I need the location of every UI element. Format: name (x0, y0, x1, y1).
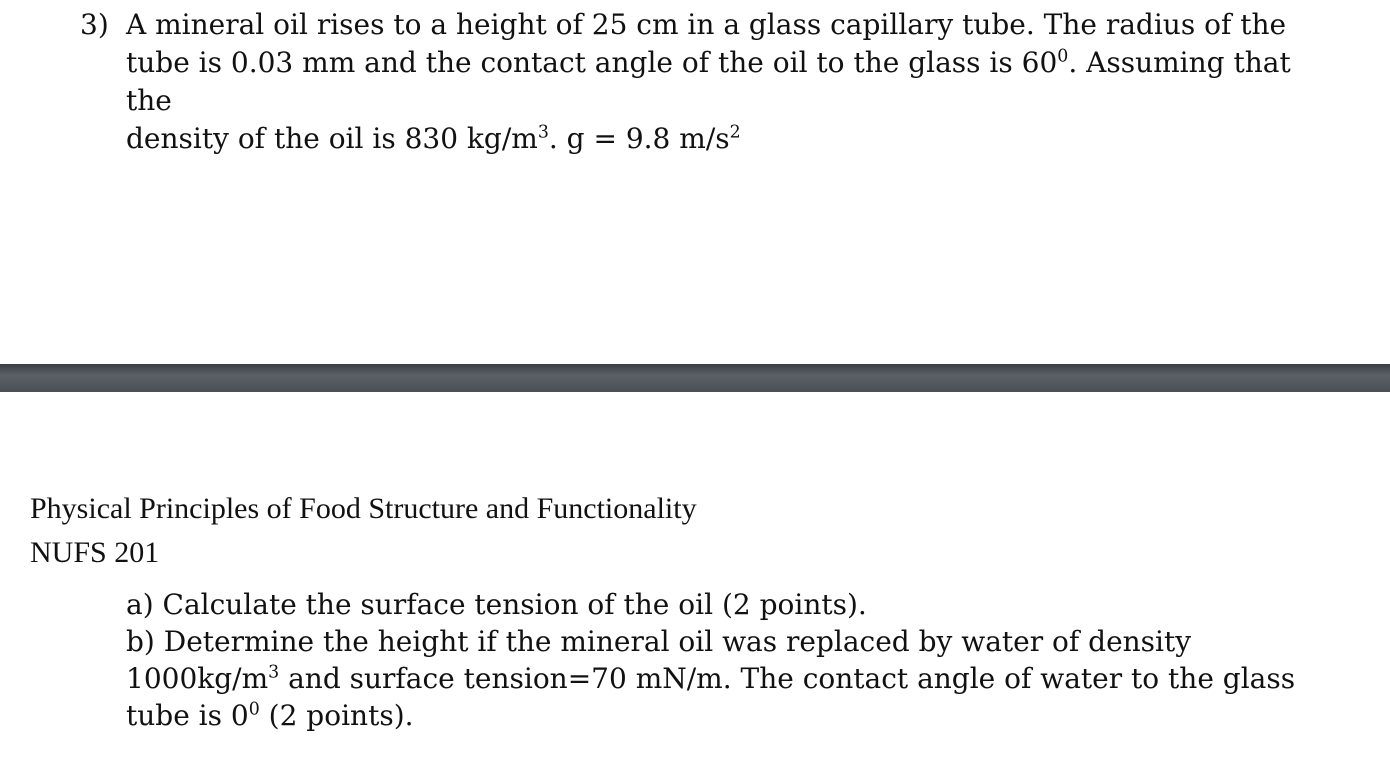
problem-statement (80, 6, 1310, 158)
degree-superscript: 0 (1057, 46, 1069, 67)
problem-line-1-text: A mineral oil rises to a height of 25 cm in a glass capillary tube. The radius of the (126, 8, 1287, 41)
part-a: a) Calculate the surface tension of the oil (2 points). (126, 588, 867, 621)
problem-line-2 (126, 44, 1310, 120)
cubic-superscript: 3 (268, 662, 280, 683)
part-b-line-2-post: and surface tension=70 mN/m. The contact angle of water to the glass (279, 662, 1296, 695)
problem-parts (126, 586, 1306, 734)
problem-line-2-pre: tube is 0.03 mm and the contact angle of the oil to the glass is 60 (126, 46, 1058, 79)
problem-line-3-pre: density of the oil is 830 kg/m (126, 122, 538, 155)
part-b-line-2-pre: 1000kg/m (126, 662, 269, 695)
part-b-line-2 (126, 660, 1306, 697)
part-b-line-3 (126, 697, 1306, 734)
squared-superscript: 2 (729, 122, 741, 143)
problem-number: 3) (80, 8, 109, 41)
page-divider-bar (0, 364, 1390, 392)
problem-line-3 (126, 120, 1310, 158)
course-title: Physical Principles of Food Structure and Functionality (30, 492, 697, 525)
part-b-line-3-pre: tube is 0 (126, 699, 249, 732)
course-code: NUFS 201 (30, 536, 160, 569)
part-b-line-1: b) Determine the height if the mineral oil was replaced by water of density (126, 625, 1192, 658)
problem-line-3-mid: . g = 9.8 m/s (548, 122, 730, 155)
cubic-superscript: 3 (537, 122, 549, 143)
problem-line-2-post: . Assuming that the (126, 46, 1291, 117)
problem-line-1 (126, 6, 1310, 44)
part-b-line-3-post: (2 points). (259, 699, 414, 732)
problem-text (126, 6, 1310, 158)
degree-superscript: 0 (248, 699, 260, 720)
